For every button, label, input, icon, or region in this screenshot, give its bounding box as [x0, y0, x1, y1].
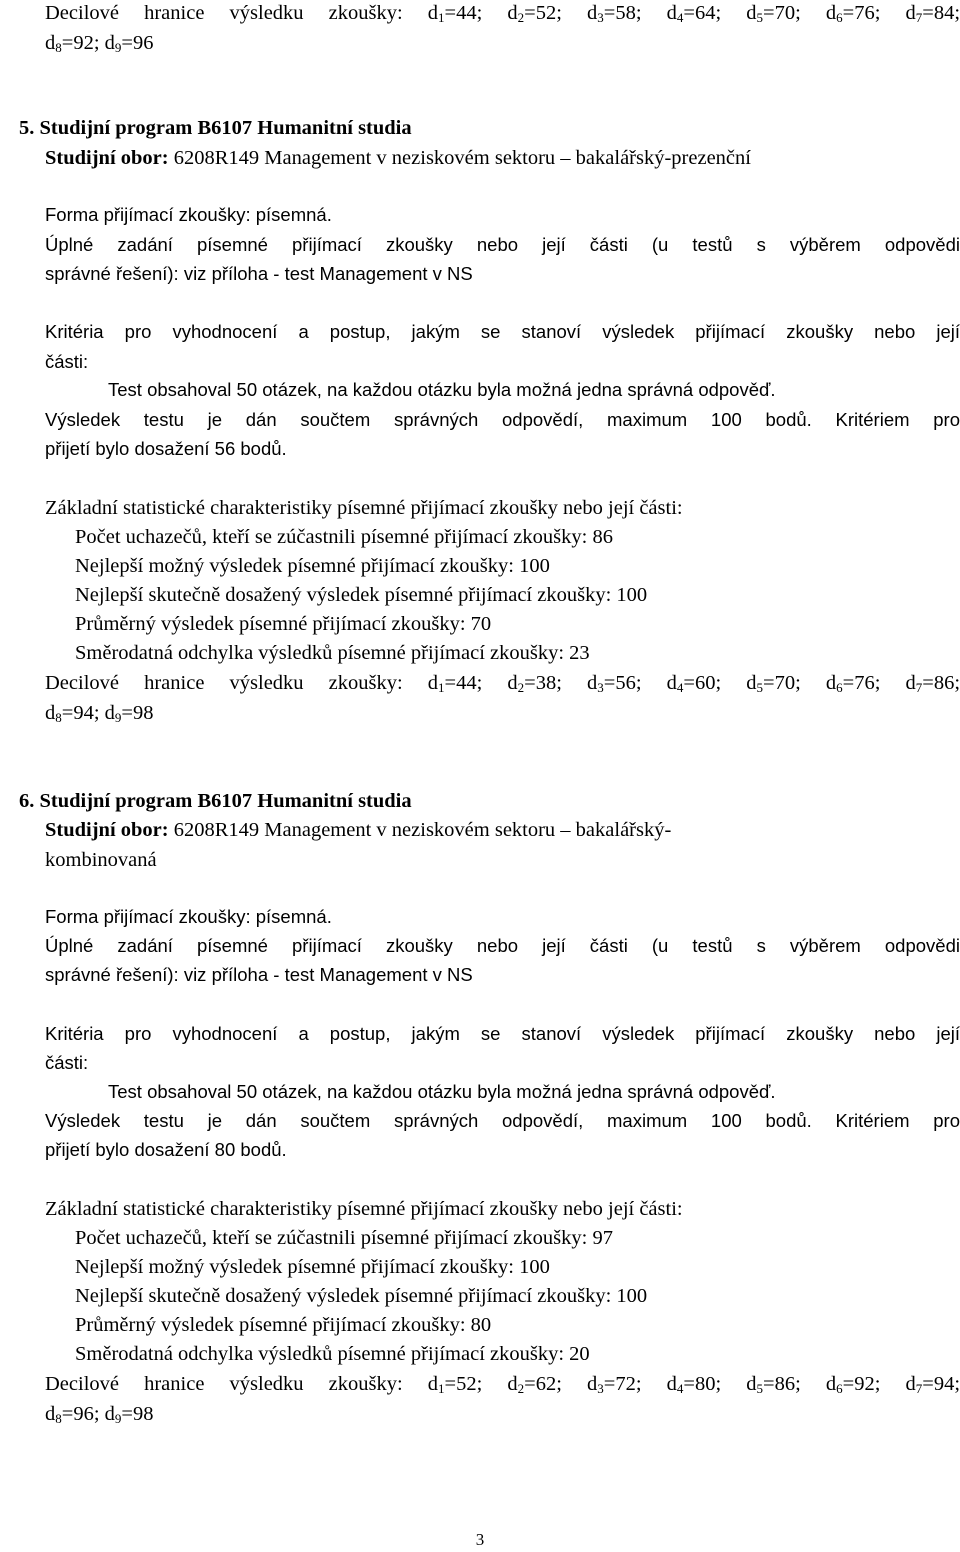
section-6-program: Studijní program B6107 Humanitní studia: [39, 790, 412, 812]
section-6-decile-3: $d_3=72$;: [587, 1373, 642, 1396]
section-6-stat-applicants: Počet uchazečů, kteří se zúčastnili písemné přijímací zkoušky: 97: [75, 1227, 613, 1249]
section-6-decile-6: $d_6=92$;: [825, 1373, 881, 1396]
top-decile-4: $d_4=64$;: [666, 2, 722, 25]
section-5-deciles-line-1: [45, 668, 960, 698]
section-6-forma: Forma přijímací zkoušky: písemná.: [45, 906, 332, 927]
section-6-decile-5: $d_5=86$;: [746, 1373, 801, 1396]
section-6-zadani-line-1: Úplné zadání písemné přijímací zkoušky nebo její části (u testů s výběrem odpovědi: [45, 935, 960, 956]
section-5-stat-best-actual: Nejlepší skutečně dosažený výsledek písemné přijímací zkoušky: 100: [75, 584, 648, 606]
top-decile-3: $d_3=58$;: [587, 2, 642, 25]
section-6-decile-2: $d_2=62$;: [507, 1373, 562, 1396]
section-5-program: Studijní program B6107 Humanitní studia: [39, 117, 412, 139]
section-5-stat-applicants: Počet uchazečů, kteří se zúčastnili písemné přijímací zkoušky: 86: [75, 526, 613, 548]
section-5-zadani-line-1: Úplné zadání písemné přijímací zkoušky nebo její části (u testů s výběrem odpovědi: [45, 234, 960, 255]
section-6-deciles-prefix: Decilové hranice výsledku zkoušky:: [45, 1373, 428, 1395]
section-6-decile-1: $d_1=52$;: [427, 1373, 483, 1396]
section-5-decile-8: $d_8=94$;: [45, 702, 100, 725]
top-decile-5: $d_5=70$;: [746, 2, 801, 25]
section-6-stat-best-actual: Nejlepší skutečně dosažený výsledek písemné přijímací zkoušky: 100: [75, 1285, 648, 1307]
section-5-stat-heading: Základní statistické charakteristiky písemné přijímací zkoušky nebo její části:: [45, 497, 683, 519]
section-6-stat-stddev: Směrodatná odchylka výsledků písemné přijímací zkoušky: 20: [75, 1343, 590, 1365]
section-5-obor-label: Studijní obor:: [45, 147, 169, 169]
section-6-heading: [19, 786, 412, 816]
section-6-stat-average: Průměrný výsledek písemné přijímací zkoušky: 80: [75, 1314, 492, 1336]
section-5-stat-average: Průměrný výsledek písemné přijímací zkoušky: 70: [75, 613, 492, 635]
section-6-obor-line-2: kombinovaná: [45, 849, 157, 871]
section-6-kriteria-line-1: Kritéria pro vyhodnocení a postup, jakým se stanoví výsledek přijímací zkoušky nebo její: [45, 1023, 960, 1044]
top-decile-9: $d_9=96$: [104, 32, 154, 55]
section-6-test-line-1: Test obsahoval 50 otázek, na každou otázku byla možná jedna správná odpověď.: [108, 1081, 776, 1102]
section-6-decile-7: $d_7=94$;: [905, 1373, 960, 1396]
section-5-decile-4: $d_4=60$;: [666, 672, 722, 695]
section-6-obor-line-1: [45, 815, 671, 845]
section-6-kriteria-line-2: části:: [45, 1052, 89, 1073]
section-5-obor-text: 6208R149 Management v neziskovém sektoru – bakalářský-prezenční: [168, 147, 751, 169]
section-5-deciles-line-2: [45, 698, 153, 728]
section-6-deciles-line-2: [45, 1399, 153, 1429]
section-5-decile-3: $d_3=56$;: [587, 672, 642, 695]
section-5-decile-6: $d_6=76$;: [825, 672, 881, 695]
section-5-test-line-2: Výsledek testu je dán součtem správných odpovědí, maximum 100 bodů. Kritériem pro: [45, 409, 960, 430]
section-6-obor-text: 6208R149 Management v neziskovém sektoru – bakalářský-: [168, 819, 672, 841]
top-decile-6: $d_6=76$;: [825, 2, 881, 25]
section-6-stat-best-possible: Nejlepší možný výsledek písemné přijímací zkoušky: 100: [75, 1256, 550, 1278]
section-5-decile-1: $d_1=44$;: [427, 672, 483, 695]
section-5-obor: [45, 143, 751, 173]
section-5-decile-2: $d_2=38$;: [507, 672, 562, 695]
section-5-kriteria-line-2: části:: [45, 351, 89, 372]
top-decile-2: $d_2=52$;: [507, 2, 562, 25]
top-deciles-line-2: [45, 28, 153, 58]
top-decile-1: $d_1=44$;: [427, 2, 483, 25]
section-6-stat-heading: Základní statistické charakteristiky písemné přijímací zkoušky nebo její části:: [45, 1198, 683, 1220]
section-5-kriteria-line-1: Kritéria pro vyhodnocení a postup, jakým se stanoví výsledek přijímací zkoušky nebo její: [45, 321, 960, 342]
section-6-test-line-3: přijetí bylo dosažení 80 bodů.: [45, 1139, 287, 1160]
section-6-test-line-2: Výsledek testu je dán součtem správných odpovědí, maximum 100 bodů. Kritériem pro: [45, 1110, 960, 1131]
section-5-test-line-1: Test obsahoval 50 otázek, na každou otázku byla možná jedna správná odpověď.: [108, 379, 776, 400]
section-5-decile-5: $d_5=70$;: [746, 672, 801, 695]
top-decile-7: $d_7=84$;: [905, 2, 960, 25]
section-5-zadani-line-2: správné řešení): viz příloha - test Management v NS: [45, 263, 473, 284]
section-5-forma: Forma přijímací zkoušky: písemná.: [45, 204, 332, 225]
section-5-decile-7: $d_7=86$;: [905, 672, 960, 695]
section-6-number: 6.: [19, 790, 35, 812]
section-5-test-line-3: přijetí bylo dosažení 56 bodů.: [45, 438, 287, 459]
section-6-decile-9: $d_9=98$: [104, 1403, 154, 1426]
section-6-obor-label: Studijní obor:: [45, 819, 169, 841]
page-number: 3: [475, 1530, 485, 1549]
section-5-deciles-prefix: Decilové hranice výsledku zkoušky:: [45, 672, 428, 694]
section-6-zadani-line-2: správné řešení): viz příloha - test Management v NS: [45, 964, 473, 985]
section-6-decile-4: $d_4=80$;: [666, 1373, 722, 1396]
section-5-heading: [19, 113, 412, 143]
section-5-stat-stddev: Směrodatná odchylka výsledků písemné přijímací zkoušky: 23: [75, 642, 590, 664]
section-6-decile-8: $d_8=96$;: [45, 1403, 100, 1426]
top-decile-8: $d_8=92$;: [45, 32, 100, 55]
section-5-decile-9: $d_9=98$: [104, 702, 154, 725]
top-deciles-line-1: [45, 0, 960, 28]
section-5-stat-best-possible: Nejlepší možný výsledek písemné přijímací zkoušky: 100: [75, 555, 550, 577]
section-6-deciles-line-1: [45, 1369, 960, 1399]
top-deciles-prefix: Decilové hranice výsledku zkoušky:: [45, 2, 428, 24]
section-5-number: 5.: [19, 117, 35, 139]
